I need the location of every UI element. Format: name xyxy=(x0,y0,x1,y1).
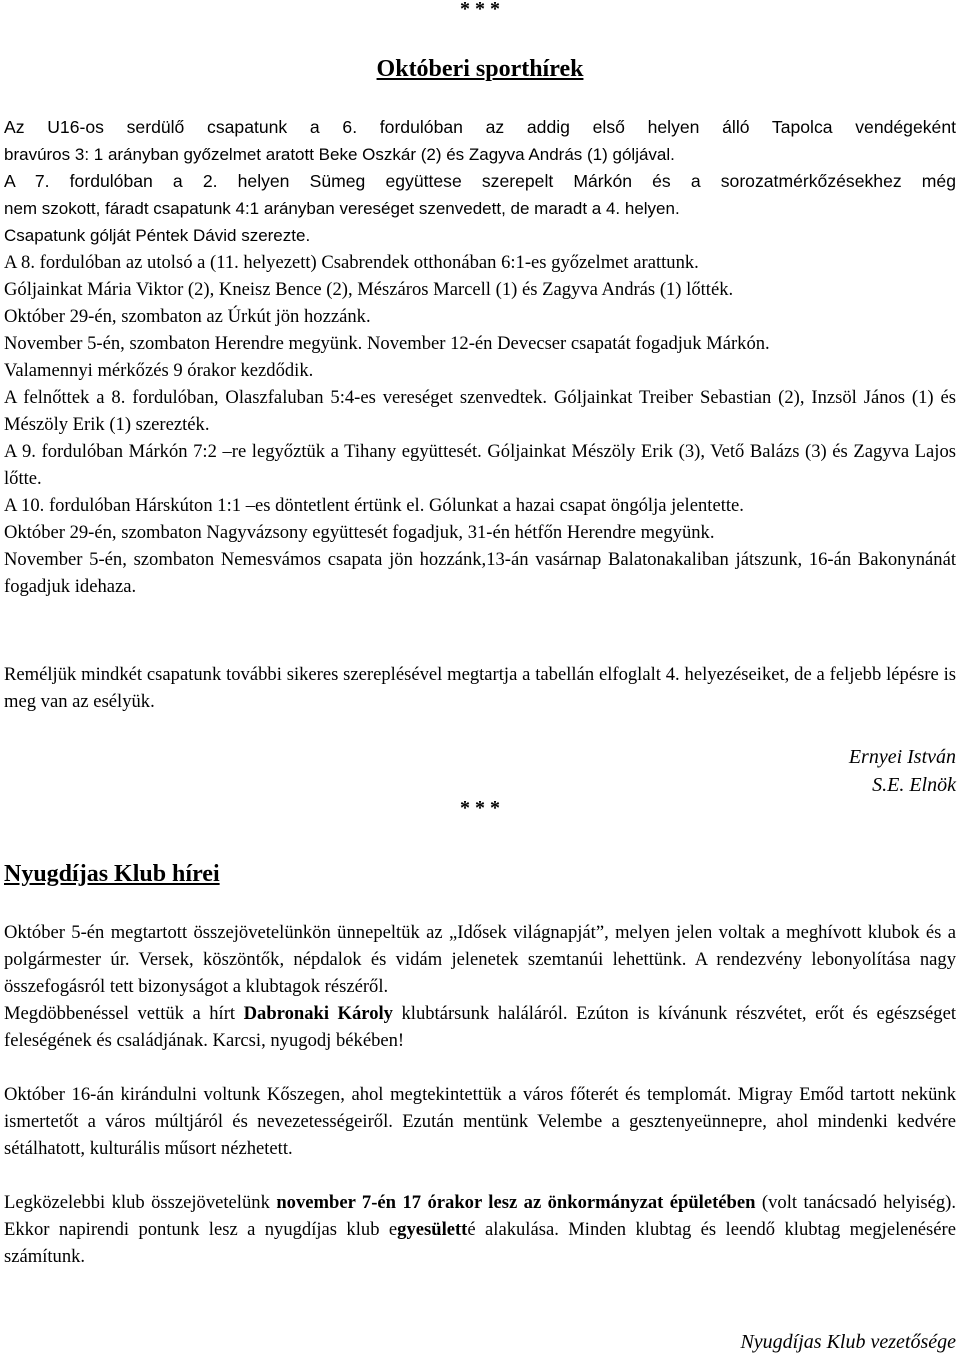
section-divider-stars: * * * xyxy=(460,0,500,20)
club-news-body xyxy=(4,919,956,1270)
sport-paragraph: Valamennyi mérkőzés 9 órakor kezdődik. xyxy=(4,360,314,381)
club-signature: Nyugdíjas Klub vezetősége xyxy=(740,1331,956,1353)
sport-paragraph: A 10. fordulóban Hárskúton 1:1 –es döntetlent értünk el. Gólunkat a hazai csapat öngólja jelentette. xyxy=(4,495,744,516)
sport-signature xyxy=(849,743,956,799)
club-meeting-text: alakulása. Minden klubtag és leendő klubtag megjelenésére számítunk. xyxy=(4,1219,956,1267)
sport-paragraph: Október 29-én, szombaton az Úrkút jön hozzánk. xyxy=(4,306,371,327)
club-meeting-emphasis: gyesülett xyxy=(397,1219,468,1240)
sport-paragraph: A 9. fordulóban Márkón 7:2 –re legyőztük a Tihany együttesét. Góljainkat Mészöly Erik (3), Vető Balázs (3) és Zagyva Lajos lőtte. xyxy=(4,441,956,489)
sport-paragraph: A felnőttek a 8. fordulóban, Olaszfaluban 5:4-es vereséget szenvedtek. Góljainkat Treiber Sebastian (2), Inzsöl János (1) és Mészöly Erik (1) szerezték. xyxy=(4,387,956,435)
sport-paragraph: November 5-én, szombaton Nemesvámos csapata jön hozzánk,13-án vasárnap Balatonakaliban játszunk, 16-án Bakonynánát fogadjuk idehaza. xyxy=(4,549,956,597)
signature-role: S.E. Elnök xyxy=(872,774,956,796)
sport-line-4: nem szokott, fáradt csapatunk 4:1 arányban vereséget szenvedett, de maradt a 4. helyen. xyxy=(4,199,680,218)
club-news-title: Nyugdíjas Klub hírei xyxy=(4,861,220,887)
sport-paragraph: Október 29-én, szombaton Nagyvázsony együttesét fogadjuk, 31-én hétfőn Herendre megyünk. xyxy=(4,522,715,543)
club-meeting-text: Legközelebbi klub összejövetelünk xyxy=(4,1192,277,1213)
sport-news-results xyxy=(4,249,956,600)
club-obituary-name: Dabronaki Károly xyxy=(243,1003,393,1024)
club-obituary-text: klubtársunk haláláról. Ezúton is kívánunk részvétet, erőt és egészséget feleségének és családjának. Karcsi, nyugodj békében! xyxy=(4,1003,957,1051)
sport-paragraph: A 8. fordulóban az utolsó a (11. helyezett) Csabrendek otthonában 6:1-es győzelmet arattunk. xyxy=(4,252,699,273)
club-meeting-time-place: november 7-én 17 órakor lesz az önkormányzat épületében xyxy=(276,1192,756,1213)
sport-closing-text: Reméljük mindkét csapatunk további sikeres szereplésével megtartja a tabellán elfoglalt 4. helyezéseiket, de a feljebb lépésre is meg van az esélyük. xyxy=(4,664,956,712)
sport-paragraph: November 5-én, szombaton Herendre megyünk. November 12-én Devecser csapatát fogadjuk Márkón. xyxy=(4,333,770,354)
signature-name: Ernyei István xyxy=(848,746,956,768)
club-meeting-text: (volt tanácsadó helyiség). Ekkor napirendi pontunk lesz a nyugdíjas klub e xyxy=(4,1192,957,1240)
sport-line-3: A 7. fordulóban a 2. helyen Sümeg együttese szerepelt Márkón és a sorozatmérkőzésekhez még xyxy=(4,171,956,191)
club-obituary-text: Megdöbbenéssel vettük a hírt xyxy=(4,1003,244,1024)
sport-news-intro xyxy=(4,114,956,249)
sport-line-2: bravúros 3: 1 arányban győzelmet aratott Beke Oszkár (2) és Zagyva András (1) góljával. xyxy=(4,145,675,164)
club-paragraph-celebration: Október 5-én megtartott összejövetelünkön ünnepeltük az „Idősek világnapját”, melyen jelen voltak a meghívott klubok és a polgármester úr. Versek, köszöntők, népdalok és vidám jelenetek szemtanúi lehettünk. A rendezvény lebonyolítása nagy összefogásról tett bizonyságot a klubtagok részéről. xyxy=(4,922,956,997)
sport-line-5: Csapatunk gólját Péntek Dávid szerezte. xyxy=(4,226,311,245)
sport-line-1: Az U16-os serdülő csapatunk a 6. fordulóban az addig első helyen álló Tapolca vendégeként xyxy=(4,117,956,137)
club-paragraph-excursion: Október 16-án kirándulni voltunk Kőszegen, ahol megtekintettük a város főterét és templomát. Migray Emőd tartott nekünk ismertetőt a város múltjáról és nevezetességeiről. Ezután mentünk Velembe a gesztenyeünnepre, ahol mindenki kedvére sétálhatott, kulturális műsort nézhetett. xyxy=(4,1084,956,1159)
sport-news-title: Októberi sporthírek xyxy=(376,56,584,82)
sport-news-closing xyxy=(4,661,956,715)
club-meeting-text: é xyxy=(467,1219,476,1240)
club-paragraph-next-meeting xyxy=(4,1189,956,1270)
section-divider-stars: * * * xyxy=(460,797,500,819)
club-paragraph-obituary xyxy=(4,1000,956,1054)
sport-paragraph: Góljainkat Mária Viktor (2), Kneisz Bence (2), Mészáros Marcell (1) és Zagyva András (1) lőtték. xyxy=(4,279,734,300)
